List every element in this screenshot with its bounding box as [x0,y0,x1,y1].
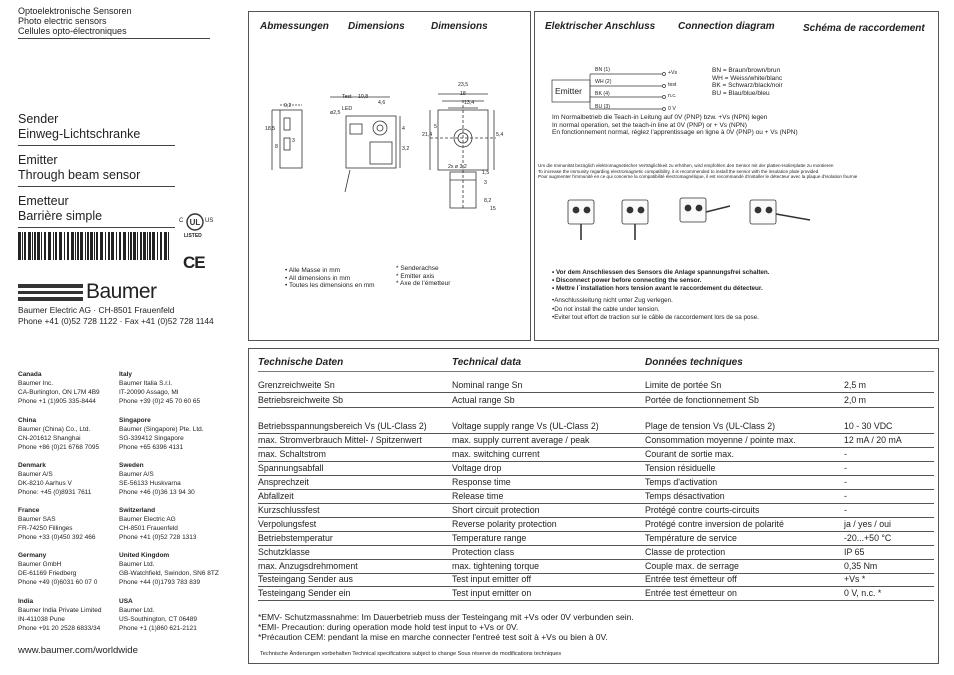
tech-value: - [844,476,934,490]
tech-row [258,518,848,532]
product-de-2: Einweg-Lichtschranke [18,127,141,141]
ul-listed: LISTED [184,233,202,239]
tech-cell-de: Betriebstemperatur [258,533,333,543]
barcode-bar [53,232,54,260]
contact-line: Phone +86 (0)21 6768 7095 [18,444,100,451]
barcode-bar [140,232,142,260]
wire-bn: BN (1) [595,67,610,73]
tech-cell-en: max. switching current [452,449,540,459]
legend-bn: BN = Braun/brown/brun [712,67,781,74]
contact-france [18,506,96,542]
company-address: Baumer Electric AG · CH-8501 Frauenfeld [18,305,175,315]
dimension-notes [285,267,375,290]
teach-de: Im Normalbetrieb die Teach-in Leitung auf 0V (PNP) bzw. +Vs (NPN) legen [552,114,768,121]
contact-line: Baumer A/S [119,471,154,478]
tech-cell-fr: Temps désactivation [645,491,725,501]
tech-note-de: *EMV- Schutzmassnahme: Im Dauerbetrieb muss der Testeingang mit +Vs oder 0V verbunden sein. [258,612,634,622]
warning-cable [552,297,759,323]
contact-country: Switzerland [119,507,156,514]
tech-cell-fr: Portée de fonctionnement Sb [645,395,759,405]
tech-value: -20...+50 °C [844,532,934,546]
dim-32: 3,2 [402,146,410,152]
tech-cell-de: Testeingang Sender aus [258,574,353,584]
contact-country: France [18,507,40,514]
term-test: test [668,82,677,88]
connection-title-de: Elektrischer Anschluss [545,21,656,32]
contact-line: CH-8501 Frauenfeld [119,525,178,532]
product-en-2: Through beam sensor [18,168,141,182]
contact-india [18,597,101,633]
contact-line: Baumer Italia S.r.l. [119,380,173,387]
product-fr-2: Barrière simple [18,209,103,223]
tech-cell-de: max. Stromverbrauch Mittel- / Spitzenwert [258,435,422,445]
dim-134: 13,4 [464,100,475,106]
barcode-bar [71,232,74,260]
contact-line: Phone +39 (0)2 45 70 60 65 [119,398,201,405]
barcode-bar [123,232,126,260]
barcode-bar [149,232,151,260]
contact-line: Phone +1 (1)860 621-2121 [119,625,197,632]
tech-cell-en: Actual range Sb [452,395,515,405]
contact-switzerland [119,506,197,542]
tech-value: - [844,462,934,476]
tech-row [258,434,848,448]
tech-cell-de: Abfallzeit [258,491,294,501]
contact-line: Phone +46 (0)36 13 94 30 [119,489,195,496]
dim-15b: 15 [490,206,496,212]
tech-value: 0 V, n.c. * [844,587,934,601]
barcode-bar [37,232,40,260]
product-rule-2 [18,186,175,187]
dimension-note-2: • All dimensions in mm [285,274,351,282]
warn-de: •Anschlussleitung nicht unter Zug verlegen. [552,297,673,304]
tech-cell-en: Nominal range Sn [452,380,523,390]
dim-92: 9,2 [284,103,292,109]
term-0v: 0 V [668,106,676,112]
tech-cell-de: Verpolungsfest [258,519,317,529]
barcode-bar [133,232,136,260]
tech-title-fr: Données techniques [645,357,743,368]
barcode-bar [157,232,158,260]
contact-line: CA-Burlington, ON L7M 4B9 [18,389,100,396]
tech-row [258,420,848,434]
contact-country: Singapore [119,417,151,424]
tech-cell-en: Short circuit protection [452,505,540,515]
barcode-bar [22,232,23,260]
contact-country: USA [119,598,133,605]
tech-cell-de: Testeingang Sender ein [258,588,351,598]
term-vs: +Vs [668,70,678,76]
contact-line: IT-20090 Assago, MI [119,389,179,396]
tech-row [258,546,848,560]
contact-line: Phone +41 (0)52 728 1313 [119,534,197,541]
tech-row [258,379,848,393]
wire-bu: BU (3) [595,104,610,110]
warn-bold-en: • Disconnect power before connecting the sensor. [552,277,702,284]
contact-line: Phone +65 6396 4131 [119,444,184,451]
dim-5: 5 [434,124,437,130]
contact-line: Baumer Ltd. [119,607,155,614]
tech-value: - [844,504,934,518]
contact-united-kingdom [119,551,219,587]
barcode-bar [152,232,155,260]
barcode-bar [100,232,103,260]
barcode-bar [64,232,65,260]
emitter-label: Emitter [555,86,582,96]
dim-108: 10,8 [358,94,369,100]
barcode-bar [168,232,169,260]
barcode-bar [147,232,148,260]
warn-bold-de: • Vor dem Anschliessen des Sensors die Anlage spannungsfrei schalten. [552,269,770,276]
contact-line: US-Southington, CT 06489 [119,616,197,623]
contact-line: Baumer Ltd. [119,561,155,568]
contact-line: SG-339412 Singapore [119,435,184,442]
teach-en: In normal operation, set the teach-in line at 0V (PNP) or + Vs (NPN) [552,121,747,129]
tech-title-en: Technical data [452,357,522,368]
tech-cell-fr: Temps d'activation [645,477,718,487]
contact-canada [18,370,100,406]
contact-line: Baumer Inc. [18,380,54,387]
legend-bu: BU = Blau/blue/bleu [712,89,770,97]
tech-row [258,462,848,476]
logo-mark-icon [18,284,83,301]
tech-cell-fr: Protégé contre inversion de polarité [645,519,784,529]
svg-text:UL: UL [189,218,201,227]
barcode-bar [75,232,76,260]
contact-line: Phone +1 (1)905 335-8444 [18,398,96,405]
contact-country: Germany [18,552,47,559]
barcode-bar [80,232,83,260]
contact-line: Phone +49 (0)6031 60 07 0 [18,579,98,586]
tech-cell-en: Response time [452,477,511,487]
barcode-bar [130,232,132,260]
contact-line: DK-8210 Aarhus V [18,480,72,487]
dimension-drawing [250,80,530,220]
contact-line: Phone: +45 (0)8931 7611 [18,489,92,496]
connection-title-fr: Schéma de raccordement [803,23,925,34]
axis-note-2: * Emitter axis [396,272,435,280]
tech-value: - [844,490,934,504]
tech-cell-en: Temperature range [452,533,527,543]
tech-cell-fr: Courant de sortie max. [645,449,734,459]
barcode-bar [18,232,21,260]
dim-led: LED [342,106,353,112]
dim-54: 5,4 [496,132,504,138]
warning-bold [552,269,770,293]
contact-line: Baumer GmbH [18,561,62,568]
contact-denmark [18,461,91,497]
dim-3b: 3 [292,138,295,144]
tech-header-rule [258,371,934,372]
tech-cell-en: max. supply current average / peak [452,435,590,445]
contact-line: Baumer A/S [18,471,53,478]
tech-row [258,394,848,408]
emc-notes [538,163,857,180]
contact-line: FR-74250 Fillinges [18,525,73,532]
tech-cell-de: Spannungsabfall [258,463,324,473]
tech-note-fr: *Précaution CEM: pendant la mise en marche connecter l'entreé test soit à +Vs ou bien à 0V. [258,632,608,642]
warn-fr: •Eviter tout effort de traction sur le câble de raccordement lors de sa pose. [552,314,759,321]
contact-country: Italy [119,371,133,378]
wire-legend [712,67,783,97]
axis-note-1: * Senderachse [396,265,439,272]
barcode [18,232,173,262]
teach-notes [552,114,798,137]
barcode-bar [119,232,121,260]
contact-line: CN-201612 Shanghai [18,435,81,442]
contact-line: Baumer SAS [18,516,56,523]
axis-note-3: * Axe de l'émetteur [396,280,451,287]
ul-c: C [179,218,184,224]
tech-value: 12 mA / 20 mA [844,434,934,448]
tech-cell-fr: Plage de tension Vs (UL-Class 2) [645,421,776,431]
tech-value: ja / yes / oui [844,518,934,532]
barcode-bar [28,232,31,260]
tech-cell-fr: Classe de protection [645,547,726,557]
tech-cell-fr: Consommation moyenne / pointe max. [645,435,796,445]
barcode-bar [87,232,89,260]
barcode-bar [59,232,62,260]
tech-cell-en: Test input emitter on [452,588,532,598]
tech-value: 2,5 m [844,379,934,393]
barcode-bar [67,232,69,260]
product-de-1: Sender [18,112,59,126]
tech-cell-en: Release time [452,491,504,501]
contact-line: GB-Watchfield, Swindon, SN6 8TZ [119,570,219,577]
barcode-bar [77,232,79,260]
barcode-bar [41,232,42,260]
tech-row [258,587,848,601]
contact-italy [119,370,200,406]
tech-cell-fr: Entrée test émetteur on [645,588,737,598]
barcode-bar [108,232,110,260]
dim-3: 3 [484,180,487,186]
mounting-illustrations [560,192,820,248]
term-nc: n.c. [668,93,677,99]
contact-line: DE-61169 Friedberg [18,570,77,577]
contact-line: Baumer (China) Co., Ltd. [18,426,91,433]
tech-cell-en: Protection class [452,547,515,557]
contact-country: Denmark [18,462,46,469]
tech-row [258,476,848,490]
dim-235: 23,5 [458,82,469,88]
teach-fr: En fonctionnement normal, réglez l'apprentissage en ligne à 0V (PNP) ou + Vs (NPN) [552,129,798,136]
connection-title-en: Connection diagram [678,21,775,32]
warn-en: •Do not install the cable under tension. [552,305,660,313]
contact-sweden [119,461,195,497]
legend-wh: WH = Weiss/white/blanc [712,74,783,82]
contact-line: Phone +91 20 2528 6833/34 [18,625,101,632]
tech-cell-fr: Tension résiduelle [645,463,716,473]
tech-cell-fr: Limite de portée Sn [645,380,722,390]
contact-country: Canada [18,371,42,378]
tech-cell-de: Ansprechzeit [258,477,309,487]
tech-value: IP 65 [844,546,934,560]
dimensions-title-fr: Dimensions [431,21,488,32]
wire-wh: WH (2) [595,79,612,85]
tech-value: 0,35 Nm [844,560,934,574]
contact-line: SE-56133 Huskvarna [119,480,181,487]
product-en-1: Emitter [18,153,58,167]
tech-row [258,490,848,504]
contact-line: Baumer Electric AG [119,516,176,523]
warn-bold-fr: • Mettre l´installation hors tension avant le raccordement du détecteur. [552,285,763,292]
contact-country: China [18,417,37,424]
tech-cell-en: Test input emitter off [452,574,532,584]
barcode-bar [90,232,93,260]
barcode-bar [32,232,33,260]
tech-cell-de: max. Anzugsdrehmoment [258,561,358,571]
company-phone: Phone +41 (0)52 728 1122 · Fax +41 (0)52 728 1144 [18,316,214,326]
tech-cell-fr: Protégé contre courts-circuits [645,505,760,515]
wire-bk: BK (4) [595,91,610,97]
emc-fr: Pour augmenter l'immunité en ce qui concerne la compatibilité électromagnétique, il est recommandé d'installer le détecteur avec la plaque d'isolation fournie [538,174,858,180]
tech-cell-de: Kurzschlussfest [258,505,320,515]
tech-value: 10 - 30 VDC [844,420,934,434]
barcode-bar [160,232,162,260]
barcode-bar [94,232,95,260]
logo-text: Baumer [86,280,157,303]
dimensions-title-en: Dimensions [348,21,405,32]
barcode-bar [164,232,167,260]
barcode-bar [85,232,86,260]
dim-8: 8 [275,144,278,150]
tech-row [258,532,848,546]
dim-214: 21,4 [422,132,433,138]
barcode-bar [96,232,98,260]
tech-cell-fr: Couple max. de serrage [645,561,739,571]
tech-footer: Technische Änderungen vorbehalten Technical specifications subject to change Sous réserve de modifications techniques [260,651,562,657]
dimension-note-1: • Alle Masse in mm [285,267,341,274]
tech-row [258,560,848,574]
contact-line: Baumer (Singapore) Pte. Ltd. [119,426,204,433]
tech-cell-de: max. Schaltstrom [258,449,326,459]
legend-bk: BK = Schwarz/black/noir [712,82,783,89]
tech-cell-en: Voltage supply range Vs (UL-Class 2) [452,421,599,431]
barcode-bar [44,232,46,260]
ce-mark: CE [183,253,205,272]
tech-cell-de: Betriebsspannungsbereich Vs (UL-Class 2) [258,421,427,431]
dimensions-title-de: Abmessungen [260,21,329,32]
tech-notes [258,612,634,642]
contact-singapore [119,416,204,452]
header-line3: Cellules opto-électroniques [18,26,127,36]
axis-notes [396,265,450,288]
header-line2: Photo electric sensors [18,16,107,26]
contact-line: Baumer India Private Limited [18,607,102,614]
barcode-bar [116,232,117,260]
ul-us: US [205,218,214,224]
dim-18: 18 [460,91,466,97]
contact-china [18,416,99,452]
emc-de: Um die Immunität bezüglich elektromagnetischer Verträglichkeit zu erhöhen, wird empfohlen den Sensor mit der platten-Isolierplatte zu montieren [538,163,834,168]
tech-row [258,504,848,518]
wiring-diagram [550,64,710,112]
product-fr-1: Emetteur [18,194,69,208]
contact-country: Sweden [119,462,144,469]
dim-test: Test [342,94,352,100]
contact-country: United Kingdom [119,552,170,559]
barcode-bar [24,232,26,260]
emc-en: To increase the immunity regarding electromagnetic compatibility, it is recommended to install the sensor with the insulation plate provided [538,168,819,174]
tech-cell-fr: Température de service [645,533,737,543]
tech-cell-fr: Entrée test émetteur off [645,574,737,584]
website-link[interactable]: www.baumer.com/worldwide [18,645,138,656]
dim-25: ø2,5 [330,110,341,116]
tech-value: - [844,448,934,462]
baumer-logo [18,282,168,304]
tech-value: 2,0 m [844,394,934,408]
contact-usa [119,597,197,633]
tech-row [258,448,848,462]
barcode-bar [48,232,51,260]
dim-82: 8,2 [484,198,492,204]
contact-country: India [18,598,34,605]
tech-value: +Vs * [844,573,934,587]
barcode-bar [105,232,106,260]
barcode-bar [111,232,114,260]
dimension-note-3: • Toutes les dimensions en mm [285,282,375,289]
ul-listed-icon [178,210,218,242]
barcode-bar [34,232,36,260]
barcode-bar [137,232,138,260]
contact-line: Phone +44 (0)1793 783 839 [119,579,201,586]
dim-185: 18,5 [265,126,276,132]
tech-title-de: Technische Daten [258,357,344,368]
dim-4: 4 [402,126,405,132]
tech-cell-en: Voltage drop [452,463,502,473]
tech-cell-de: Grenzreichweite Sn [258,380,335,390]
contact-line: IN-411038 Pune [18,616,65,623]
tech-note-en: *EMI- Precaution: during operation mode hold test input to +Vs or 0V. [258,622,519,632]
tech-cell-en: max. tightening torque [452,561,540,571]
contact-germany [18,551,97,587]
dim-25b: 2x ø 3,2 [448,164,467,170]
header-line1: Optoelektronische Sensoren [18,6,132,16]
dim-15: 1,5 [482,170,490,176]
tech-cell-de: Schutzklasse [258,547,310,557]
tech-cell-en: Reverse polarity protection [452,519,557,529]
header-rule [18,38,210,39]
tech-row [258,573,848,587]
contact-line: Phone +33 (0)450 392 466 [18,534,96,541]
product-rule-1 [18,145,175,146]
barcode-bar [143,232,146,260]
barcode-bar [128,232,129,260]
dim-46: 4,6 [378,100,386,106]
barcode-bar [55,232,57,260]
product-rule-3 [18,227,175,228]
tech-cell-de: Betriebsreichweite Sb [258,395,344,405]
